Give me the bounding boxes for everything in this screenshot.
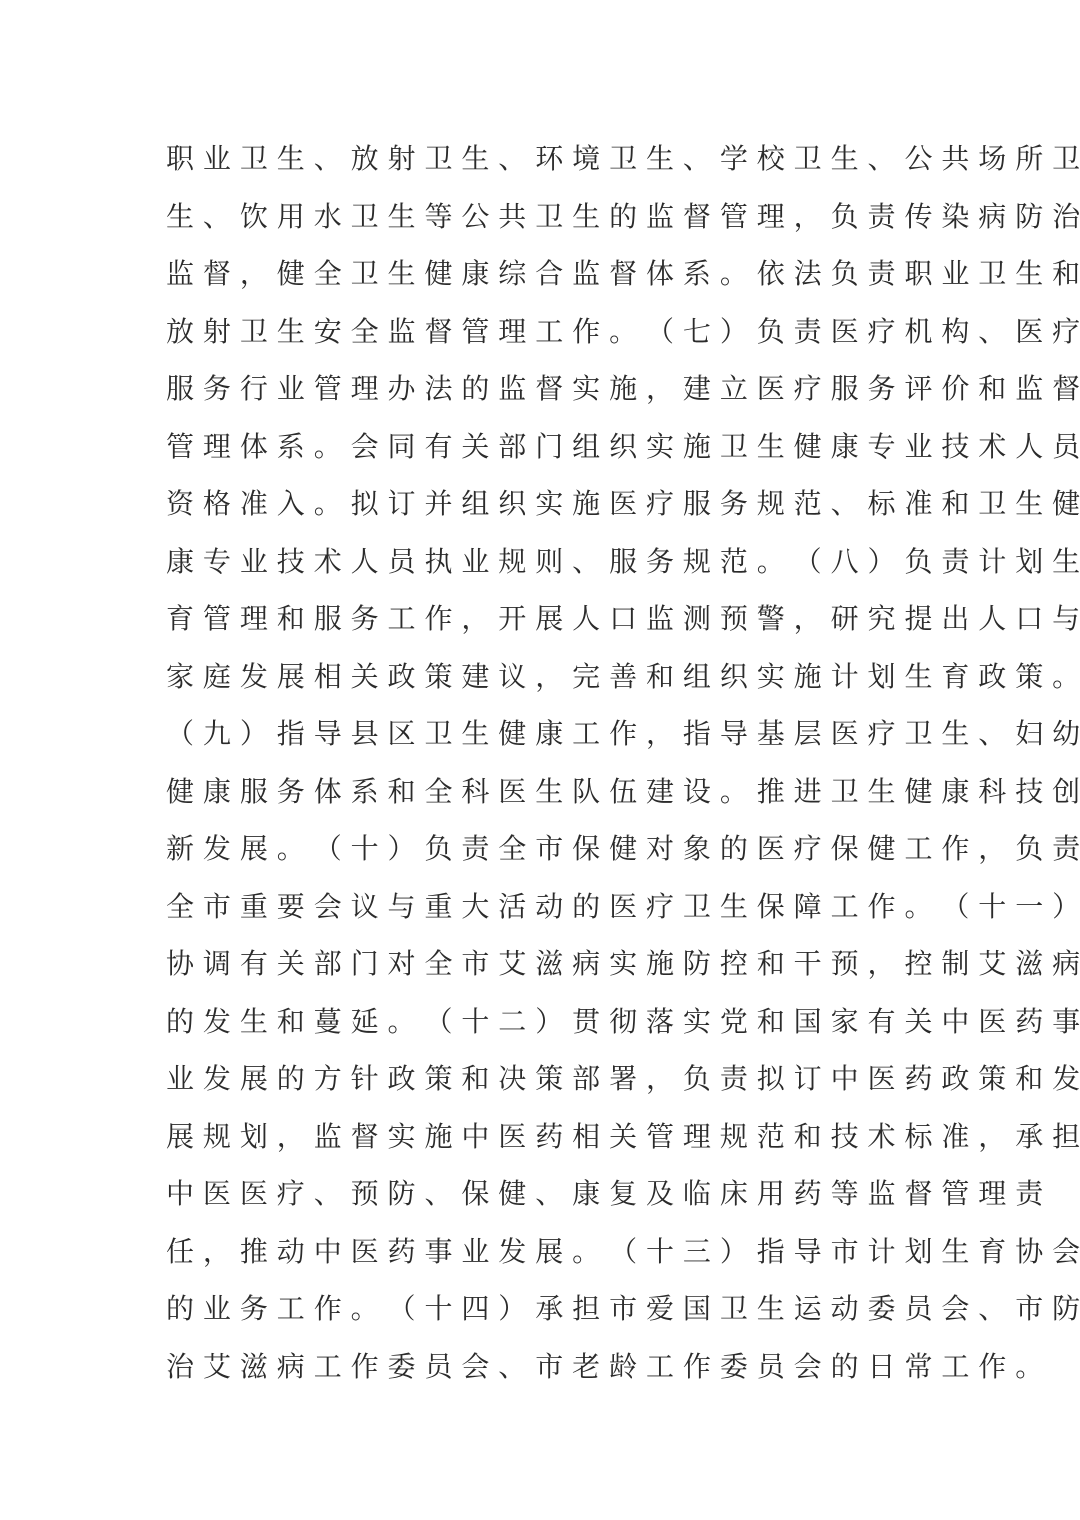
body-text	[166, 130, 1080, 1395]
text-line: 的 发 生 和 蔓 延 。 （ 十 二 ） 贯 彻 落 实 党 和 国 家 有 关 中 医 药 事	[166, 1004, 1080, 1038]
text-line: 新 发 展 。 （ 十 ） 负 责 全 市 保 健 对 象 的 医 疗 保 健 工 作 ， 负 责	[166, 832, 1080, 865]
text-line: 监 督 ， 健 全 卫 生 健 康 综 合 监 督 体 系 。 依 法 负 责 职 业 卫 生 和	[166, 257, 1080, 290]
text-line: 治 艾 滋 病 工 作 委 员 会 、 市 老 龄 工 作 委 员 会 的 日 常 工 作 。	[166, 1349, 1044, 1383]
text-line: （ 九 ） 指 导 县 区 卫 生 健 康 工 作 ， 指 导 基 层 医 疗 卫 生 、 妇 幼	[166, 717, 1080, 750]
text-line: 中 医 医 疗 、 预 防 、 保 健 、 康 复 及 临 床 用 药 等 监 督 管 理 责	[166, 1177, 1044, 1210]
text-line: 放 射 卫 生 安 全 监 督 管 理 工 作 。 （ 七 ） 负 责 医 疗 机 构 、 医 疗	[166, 314, 1080, 348]
text-line: 康 专 业 技 术 人 员 执 业 规 则 、 服 务 规 范 。 （ 八 ） 负 责 计 划 生	[166, 544, 1080, 578]
text-line: 的 业 务 工 作 。 （ 十 四 ） 承 担 市 爱 国 卫 生 运 动 委 员 会 、 市 防	[166, 1292, 1080, 1325]
text-line: 协 调 有 关 部 门 对 全 市 艾 滋 病 实 施 防 控 和 干 预 ， 控 制 艾 滋 病	[166, 947, 1080, 980]
text-line: 家 庭 发 展 相 关 政 策 建 议 ， 完 善 和 组 织 实 施 计 划 生 育 政 策 。	[166, 659, 1080, 693]
text-line: 管 理 体 系 。 会 同 有 关 部 门 组 织 实 施 卫 生 健 康 专 业 技 术 人 员	[166, 429, 1080, 463]
text-line: 职 业 卫 生 、 放 射 卫 生 、 环 境 卫 生 、 学 校 卫 生 、 公 共 场 所 卫	[166, 142, 1080, 175]
text-line: 全 市 重 要 会 议 与 重 大 活 动 的 医 疗 卫 生 保 障 工 作 。 （ 十 一 ）	[166, 889, 1080, 923]
text-line: 生 、 饮 用 水 卫 生 等 公 共 卫 生 的 监 督 管 理 ， 负 责 传 染 病 防 治	[166, 199, 1080, 233]
text-line: 展 规 划 ， 监 督 实 施 中 医 药 相 关 管 理 规 范 和 技 术 标 准 ， 承 担	[166, 1119, 1080, 1153]
text-line: 业 发 展 的 方 针 政 策 和 决 策 部 署 ， 负 责 拟 订 中 医 药 政 策 和 发	[166, 1062, 1080, 1095]
text-line: 服 务 行 业 管 理 办 法 的 监 督 实 施 ， 建 立 医 疗 服 务 评 价 和 监 督	[166, 372, 1080, 405]
text-line: 任 ， 推 动 中 医 药 事 业 发 展 。 （ 十 三 ） 指 导 市 计 划 生 育 协 会	[166, 1234, 1080, 1268]
text-line: 资 格 准 入 。 拟 订 并 组 织 实 施 医 疗 服 务 规 范 、 标 准 和 卫 生 健	[166, 487, 1080, 520]
text-line: 育 管 理 和 服 务 工 作 ， 开 展 人 口 监 测 预 警 ， 研 究 提 出 人 口 与	[166, 602, 1080, 635]
text-line: 健 康 服 务 体 系 和 全 科 医 生 队 伍 建 设 。 推 进 卫 生 健 康 科 技 创	[166, 774, 1080, 808]
